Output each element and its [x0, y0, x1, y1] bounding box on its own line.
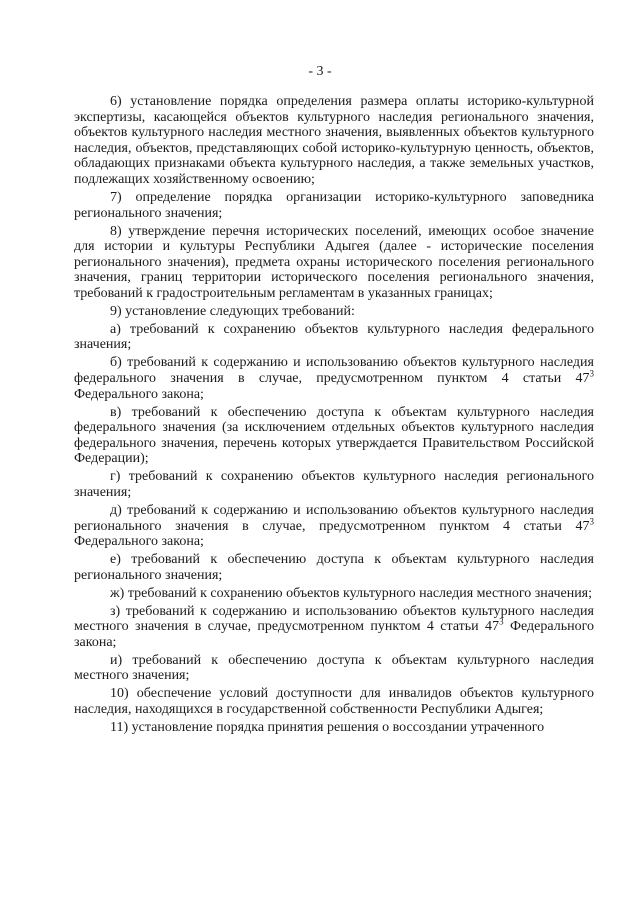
- paragraph-9e: е) требований к обеспечению доступа к объектам культурного наследия регионального значения;: [74, 552, 594, 583]
- paragraph-9: 9) установление следующих требований:: [110, 303, 355, 319]
- paragraph-10: 10) обеспечение условий доступности для инвалидов объектов культурного наследия, находящихся в государственной собственности Республики Адыгея;: [74, 686, 594, 718]
- page-number: - 3 -: [308, 64, 332, 79]
- paragraph-6: 6) установление порядка определения размера оплаты историко-культурной экспертизы, касающейся объектов культурного наследия регионального значения, объектов культурного наследия местного значения, выявленных объектов культурного наследия, объектов, представляющих собой историко-культурную ценность, объектов, обладающих признаками объекта культурного наследия, а также земельных участков, подлежащих хозяйственному освоению;: [74, 94, 594, 187]
- superscript: 3: [589, 515, 594, 526]
- paragraph-9d: д) требований к содержанию и использованию объектов культурного наследия регионального значения в случае, предусмотренном пунктом 4 статьи $47^3$ Федерального закона;: [74, 502, 594, 550]
- paragraph-9v: в) требований к обеспечению доступа к объектам культурного наследия федерального значения (за исключением отдельных объектов культурного наследия федерального значения, перечень которых утверждается Правительством Российской Федерации);: [74, 404, 594, 467]
- paragraph-11: 11) установление порядка принятия решения о воссоздании утраченного: [110, 720, 545, 736]
- paragraph-7: 7) определение порядка организации историко-культурного заповедника регионального значения;: [74, 189, 594, 221]
- body-text: [74, 94, 594, 738]
- paragraph-8: 8) утверждение перечня исторических поселений, имеющих особое значение для истории и культуры Республики Адыгея (далее - исторические поселения регионального значения), предмета охраны исторического поселения регионального значения, границ территории исторического поселения регионального значения, требований к градостроительным регламентам в указанных границах;: [74, 223, 594, 301]
- paragraph-9g: г) требований к сохранению объектов культурного наследия регионального значения;: [74, 469, 594, 500]
- paragraph-9zh: ж) требований к сохранению объектов культурного наследия местного значения;: [110, 585, 593, 601]
- superscript: 3: [499, 616, 504, 627]
- paragraph-9z: з) требований к содержанию и использованию объектов культурного наследия местного значения в случае, предусмотренном пунктом 4 статьи $47^3$ Федерального закона;: [74, 603, 594, 650]
- paragraph-9a: а) требований к сохранению объектов культурного наследия федерального значения;: [74, 321, 594, 353]
- paragraph-9i: и) требований к обеспечению доступа к объектам культурного наследия местного значения;: [74, 652, 594, 684]
- superscript: 3: [589, 368, 594, 379]
- paragraph-9b: б) требований к содержанию и использованию объектов культурного наследия федерального значения в случае, предусмотренном пунктом 4 статьи $47^3$ Федерального закона;: [74, 355, 594, 402]
